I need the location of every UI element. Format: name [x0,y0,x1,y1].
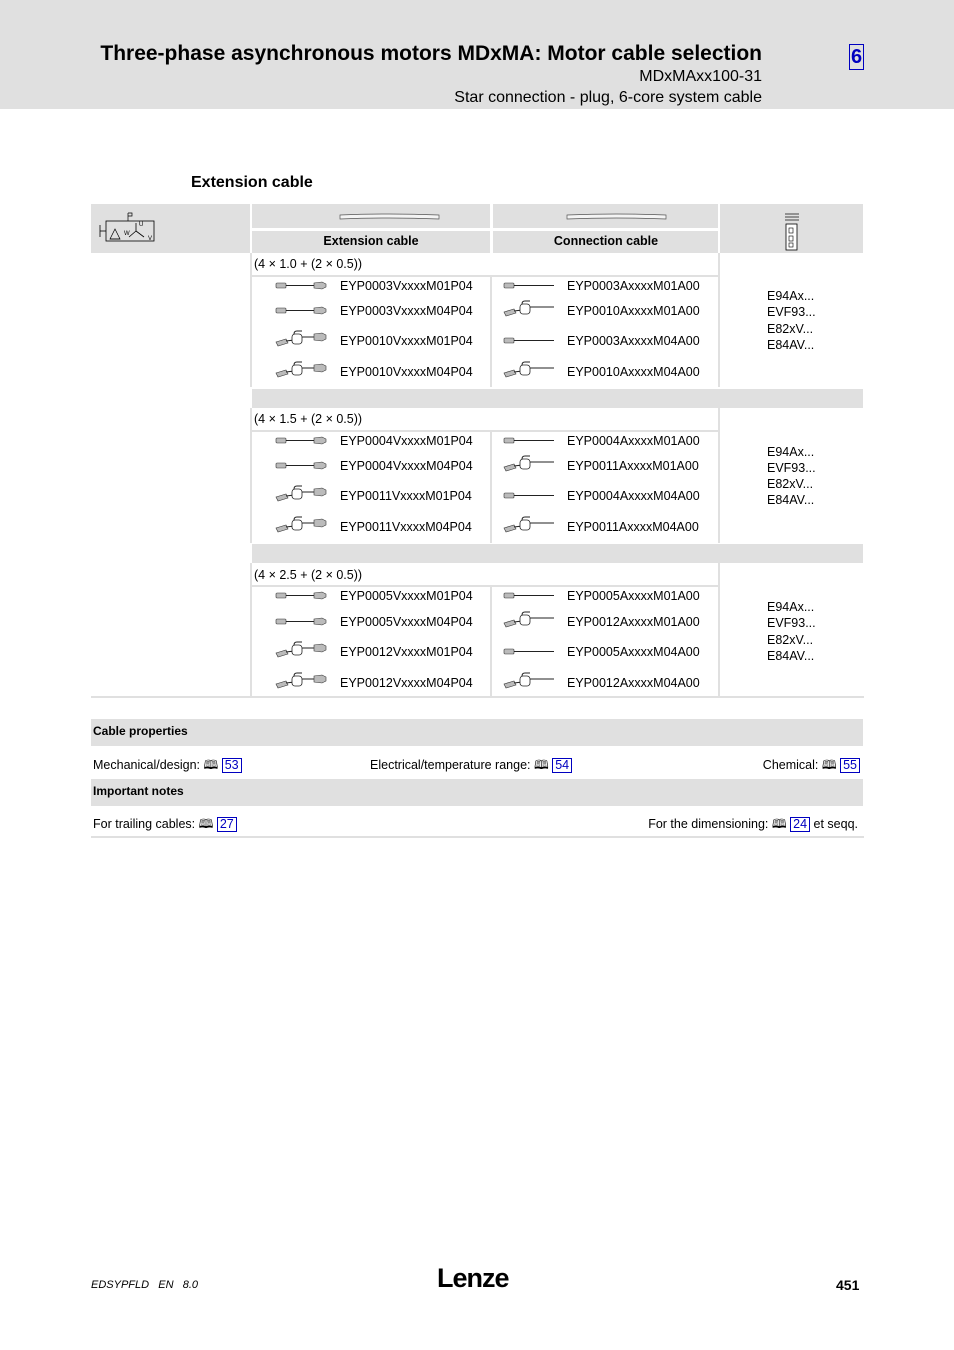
connection-cable-angled-icon [502,300,558,320]
connection-cable-straight-icon [502,646,558,666]
doc-language: EN [158,1279,174,1291]
trailing-cables-label: For trailing cables: [93,817,196,831]
extension-cable-icon [339,213,441,221]
extension-cable-part: EYP0010VxxxxM01P04 [340,334,473,348]
extension-cable-part: EYP0003VxxxxM01P04 [340,279,473,293]
electrical-range-ref [370,756,572,777]
connection-cable-angled-icon [502,672,558,692]
dimensioning-suffix: et seqq. [813,817,858,831]
svg-text:W: W [124,231,130,237]
table-divider [250,253,252,387]
extension-cable-part: EYP0004VxxxxM01P04 [340,434,473,448]
extension-cable-part: EYP0005VxxxxM01P04 [340,589,473,603]
connection-cable-header-label: Connection cable [553,234,659,248]
svg-text:V: V [148,236,153,242]
mechanical-page-link[interactable]: 53 [222,758,242,773]
extension-cable-straight-icon [274,435,330,455]
connection-cable-angled-icon [502,516,558,536]
extension-cable-angled-icon [274,485,330,505]
cable-spec: (4 × 2.5 + (2 × 0.5)) [254,568,363,582]
book-icon: 🕮 [771,817,787,831]
connection-cable-straight-icon [502,435,558,455]
controller-type: E84AV... [767,649,815,663]
group-separator [252,389,863,408]
controller-type: E84AV... [767,338,815,352]
book-icon: 🕮 [533,758,549,772]
book-icon: 🕮 [821,758,837,772]
table-divider [250,408,252,543]
connection-cable-part: EYP0003AxxxxM01A00 [567,279,700,293]
table-bottom-rule [91,696,864,698]
controller-type: EVF93... [767,461,816,475]
controller-type: EVF93... [767,616,816,630]
dimensioning-label: For the dimensioning: [648,817,769,831]
lenze-logo: Lenze [437,1263,509,1293]
table-divider [718,253,720,387]
extension-cable-part: EYP0012VxxxxM01P04 [340,645,473,659]
extension-cable-angled-icon [274,361,330,381]
cable-spec: (4 × 1.5 + (2 × 0.5)) [254,412,363,426]
notes-bottom-rule [91,836,864,838]
extension-cable-part: EYP0004VxxxxM04P04 [340,459,473,473]
table-divider [490,586,492,697]
table-divider [490,431,492,543]
book-icon: 🕮 [198,817,214,831]
extension-cable-part: EYP0003VxxxxM04P04 [340,304,473,318]
table-divider [490,276,492,387]
doc-version: 8.0 [182,1279,198,1291]
extension-cable-angled-icon [274,330,330,350]
section-title: Extension cable [191,174,313,191]
chemical-ref [763,756,860,777]
page-subtitle-model: MDxMAxx100-31 [639,68,762,85]
extension-cable-angled-icon [274,516,330,536]
page-number: 451 [836,1277,860,1293]
controller-type: E82xV... [767,477,814,491]
chapter-badge[interactable]: 6 [850,46,863,68]
table-divider [252,430,718,432]
connection-cable-straight-icon [502,590,558,610]
extension-cable-straight-icon [274,590,330,610]
motor-connection-icon [98,211,158,245]
connection-cable-part: EYP0005AxxxxM01A00 [567,589,700,603]
connection-cable-icon [566,213,668,221]
group-separator [252,544,863,563]
extension-cable-part: EYP0011VxxxxM04P04 [340,520,472,534]
dimensioning-ref [648,815,858,836]
doc-id: EDSYPFLD [91,1279,150,1291]
footer-doc-info [91,1279,198,1291]
trailing-page-link[interactable]: 27 [217,817,237,832]
connection-cable-part: EYP0010AxxxxM04A00 [567,365,700,379]
page-subtitle-connection: Star connection - plug, 6-core system cable [454,89,762,106]
important-notes-header [91,779,863,806]
extension-cable-straight-icon [274,460,330,480]
book-icon: 🕮 [203,758,219,772]
extension-cable-part: EYP0005VxxxxM04P04 [340,615,473,629]
extension-cable-part: EYP0010VxxxxM04P04 [340,365,473,379]
extension-cable-part: EYP0011VxxxxM01P04 [340,489,472,503]
controller-type: E94Ax... [767,445,815,459]
extension-cable-angled-icon [274,672,330,692]
important-notes-heading: Important notes [93,784,184,798]
mechanical-design-label: Mechanical/design: [93,758,201,772]
controller-type: E82xV... [767,633,814,647]
connection-cable-part: EYP0010AxxxxM01A00 [567,304,700,318]
connection-cable-part: EYP0005AxxxxM04A00 [567,645,700,659]
table-divider [718,563,720,697]
extension-cable-part: EYP0012VxxxxM04P04 [340,676,473,690]
electrical-page-link[interactable]: 54 [552,758,572,773]
cable-properties-heading: Cable properties [93,724,188,738]
extension-cable-angled-icon [274,641,330,661]
connection-cable-part: EYP0012AxxxxM01A00 [567,615,700,629]
extension-cable-straight-icon [274,280,330,300]
table-divider [252,585,718,587]
cable-spec: (4 × 1.0 + (2 × 0.5)) [254,257,363,271]
controller-type: E84AV... [767,493,815,507]
connection-cable-part: EYP0004AxxxxM01A00 [567,434,700,448]
connection-cable-part: EYP0011AxxxxM01A00 [567,459,699,473]
page-header [0,0,954,109]
controller-icon [784,212,800,252]
cable-properties-header [91,719,863,746]
mechanical-design-ref [93,756,242,777]
connection-cable-straight-icon [502,335,558,355]
connection-cable-angled-icon [502,611,558,631]
connection-cable-angled-icon [502,455,558,475]
chemical-label: Chemical: [762,758,819,772]
connection-cable-angled-icon [502,361,558,381]
extension-cable-straight-icon [274,616,330,636]
table-divider [250,563,252,697]
table-divider [718,408,720,543]
svg-text:U: U [139,222,144,228]
chemical-page-link[interactable]: 55 [840,758,860,773]
connection-cable-straight-icon [502,280,558,300]
connection-cable-part: EYP0004AxxxxM04A00 [567,489,700,503]
connection-cable-straight-icon [502,490,558,510]
table-divider [252,275,718,277]
connection-cable-part: EYP0011AxxxxM04A00 [567,520,699,534]
connection-cable-part: EYP0003AxxxxM04A00 [567,334,700,348]
controller-type: E82xV... [767,322,814,336]
trailing-cables-ref [93,815,237,836]
electrical-range-label: Electrical/temperature range: [370,758,531,772]
dimensioning-page-link[interactable]: 24 [790,817,810,832]
extension-cable-straight-icon [274,305,330,325]
connection-cable-part: EYP0012AxxxxM04A00 [567,676,700,690]
controller-type: EVF93... [767,305,816,319]
page-title: Three-phase asynchronous motors MDxMA: Motor cable selection [100,42,762,65]
controller-type: E94Ax... [767,289,815,303]
extension-cable-header-label: Extension cable [323,234,419,248]
controller-type: E94Ax... [767,600,815,614]
